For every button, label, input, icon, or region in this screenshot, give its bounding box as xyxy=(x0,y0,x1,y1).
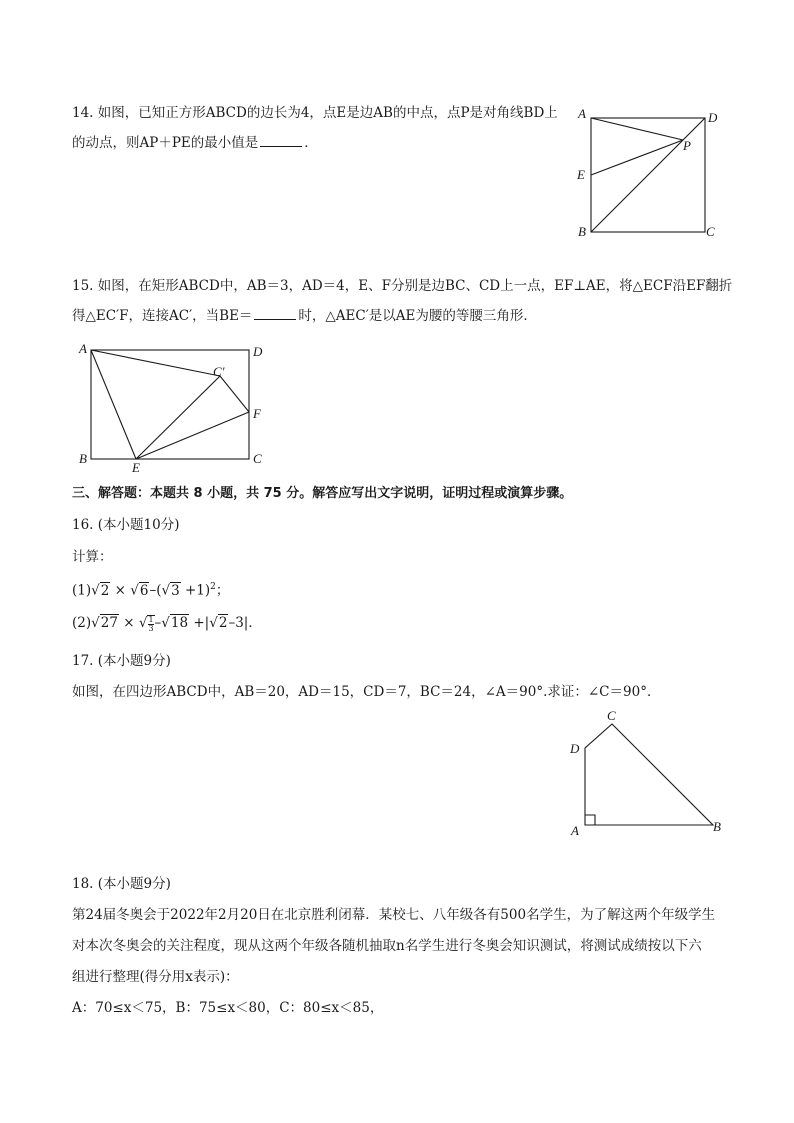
q15-line2-text-b: 时，△AEC′是以AE为腰的等腰三角形． xyxy=(298,308,537,324)
q14-line2 xyxy=(72,134,318,152)
q16-p1-radicand1: 2 xyxy=(100,582,110,599)
q18-line4: A：70≤x＜75，B：75≤x＜80，C：80≤x＜85， xyxy=(72,1000,384,1016)
q16-p1-exponent: 2 xyxy=(210,582,216,592)
q15-line1: 15. 如图，在矩形ABCD中，AB＝3，AD＝4，E、F分别是边BC、CD上一点，EF⊥AE，将△ECF沿EF翻折 xyxy=(72,278,733,294)
q14-segment-ap xyxy=(591,118,683,140)
q15-segment-ec1 xyxy=(136,376,220,459)
section-heading: 三、解答题：本题共 8 小题，共 75 分。解答应写出文字说明，证明过程或演算步骤。 xyxy=(72,486,573,501)
q14-line2-text: 的动点，则AP＋PE的最小值是 xyxy=(72,135,259,151)
q16-p2-times: × xyxy=(118,615,139,631)
q16-p2-radicand3: 18 xyxy=(170,615,189,631)
q15-line2 xyxy=(72,307,537,325)
q14-segment-ep xyxy=(591,140,683,175)
q16-p2-denominator: 3 xyxy=(148,623,154,633)
q14-diagonal-bd xyxy=(591,118,705,232)
q15-segment-ac1 xyxy=(91,350,220,376)
q16-p1-times: × xyxy=(110,582,131,599)
q15-line2-text-a: 得△EC′F，连接AC′，当BE＝ xyxy=(72,308,253,324)
q15-label-e: E xyxy=(132,460,140,475)
q16-p2-tail: –3|． xyxy=(228,615,262,631)
q16-p1-tail: +1) xyxy=(180,582,211,599)
q15-segment-ef xyxy=(136,412,249,459)
q15-label-d: D xyxy=(253,344,263,359)
q17-label-c: C xyxy=(607,708,616,723)
q15-answer-blank xyxy=(254,307,296,320)
q15-label-c: C xyxy=(253,451,262,466)
q15-label-f: F xyxy=(253,406,261,421)
q15-segment-c1f xyxy=(220,376,249,412)
q16-p2-radicand1: 27 xyxy=(100,615,118,631)
q14-label-a: A xyxy=(578,106,586,121)
q16-p2-numerator: 1 xyxy=(148,614,154,624)
q16-p2-plus: +| xyxy=(189,615,210,631)
q16-p2-minus: – xyxy=(154,615,162,631)
q14-line2-end: ． xyxy=(304,135,318,151)
q16-title: 16. (本小题10分) xyxy=(72,517,180,533)
q16-p2-fraction xyxy=(147,615,154,633)
q14-label-e: E xyxy=(577,167,585,182)
q14-label-b: B xyxy=(578,224,586,239)
q15-label-a: A xyxy=(79,341,87,356)
q18-line1: 第24届冬奥会于2022年2月20日在北京胜利闭幕．某校七、八年级各有500名学生，为了解这两个年级学生 xyxy=(72,907,716,923)
q16-p1-end: ； xyxy=(215,582,230,599)
q17-title: 17. (本小题9分) xyxy=(72,653,171,669)
q16-p2-radicand4: 2 xyxy=(218,615,228,631)
q17-label-d: D xyxy=(570,741,580,756)
q17-quadrilateral xyxy=(585,724,713,825)
q14-label-p: P xyxy=(683,138,691,153)
q18-title: 18. (本小题9分) xyxy=(72,876,171,892)
q14-line1: 14. 如图，已知正方形ABCD的边长为4，点E是边AB的中点，点P是对角线BD上 xyxy=(72,105,558,121)
q14-answer-blank xyxy=(260,134,302,147)
q14-square-figure xyxy=(575,108,725,243)
q16-p2-label: (2) xyxy=(72,615,92,631)
q17-right-angle-mark xyxy=(585,815,595,825)
q17-label-b: B xyxy=(713,819,721,834)
q17-label-a: A xyxy=(571,823,579,838)
q16-p1-radicand2: 6 xyxy=(139,582,149,599)
q15-label-b: B xyxy=(79,451,87,466)
q17-quadrilateral-figure xyxy=(565,708,730,843)
q18-line2: 对本次冬奥会的关注程度，现从这两个年级各随机抽取n名学生进行冬奥会知识测试，将测试成绩按以下六 xyxy=(72,938,702,954)
q16-part1: $(1)√2 \times √6-(√3 +1)^2$； xyxy=(72,582,230,599)
q16-intro: 计算： xyxy=(72,549,113,565)
q17-text: 如图，在四边形ABCD中，AB＝20，AD＝15，CD＝7，BC＝24，∠A＝90°.求证：∠C＝90°． xyxy=(72,684,661,700)
q15-label-c1: C′ xyxy=(213,364,225,379)
q16-p1-radicand3: 3 xyxy=(171,582,180,599)
q15-rectangle-figure xyxy=(76,340,276,475)
q16-part2: (2)√27 × √ $\frac{1}{3}$ –√18 +|√2–3|． xyxy=(72,614,262,633)
q16-p1-label: (1) xyxy=(72,582,92,599)
q18-line3: 组进行整理(得分用x表示)： xyxy=(72,969,239,985)
q14-label-d: D xyxy=(708,110,718,125)
q15-segment-ae xyxy=(91,350,136,459)
q14-label-c: C xyxy=(706,224,715,239)
q16-p1-mid: –( xyxy=(149,582,162,599)
